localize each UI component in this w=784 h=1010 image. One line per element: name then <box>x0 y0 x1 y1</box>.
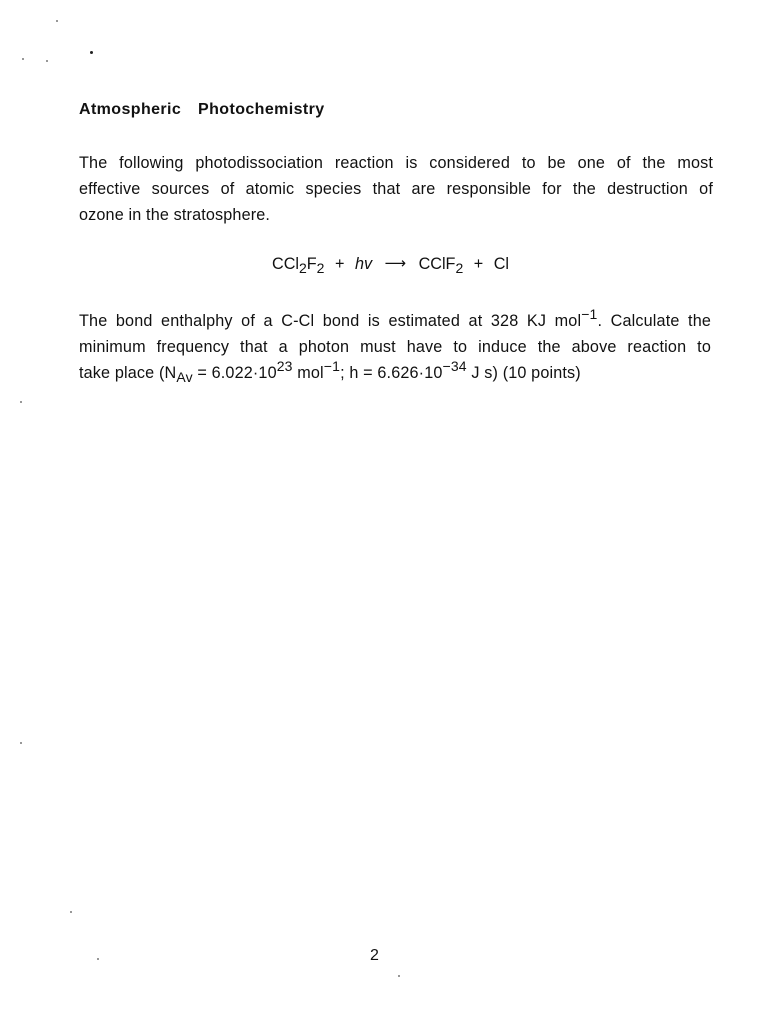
reaction-arrow-icon: ⟶ <box>384 255 407 272</box>
scan-speck <box>97 958 99 960</box>
scan-speck <box>20 742 22 744</box>
reaction-equation <box>272 254 509 274</box>
question-line-2: minimum frequency that a photon must have to induce the above reaction to <box>79 338 711 356</box>
section-heading: Atmospheric Photochemistry <box>79 101 325 118</box>
plus-sign: + <box>473 255 484 273</box>
question-line-1: The bond enthalphy of a C-Cl bond is estimated at 328 KJ mol$^{-1}$. Calculate the <box>79 306 711 330</box>
question-paragraph <box>79 308 711 386</box>
scan-speck <box>90 51 93 54</box>
page-number: 2 <box>370 947 379 964</box>
scan-speck <box>56 20 58 22</box>
scan-speck <box>70 911 72 913</box>
scan-speck <box>20 401 22 403</box>
scan-speck <box>46 60 48 62</box>
intro-line-3: ozone in the stratosphere. <box>79 206 271 224</box>
question-line-3: take place ($N_{Av} = 6.022\cdot 10^{23}$ mol$^{-1}$; $h = 6.626\cdot 10^{-34}$ J s) (10 points) <box>79 358 581 385</box>
plus-sign: + <box>334 255 345 273</box>
intro-line-2: effective sources of atomic species that are responsible for the destruction of <box>79 180 713 198</box>
scan-speck <box>22 58 24 60</box>
product-formula: CClF$_2$ <box>418 255 464 276</box>
intro-paragraph <box>79 150 713 228</box>
chlorine-atom: Cl <box>493 255 509 273</box>
intro-line-1: The following photodissociation reaction is considered to be one of the most <box>79 154 713 172</box>
reactant-formula: $CCl_2F_2$ <box>272 255 325 276</box>
scan-speck <box>398 975 400 977</box>
photon-symbol: hv <box>354 255 373 273</box>
